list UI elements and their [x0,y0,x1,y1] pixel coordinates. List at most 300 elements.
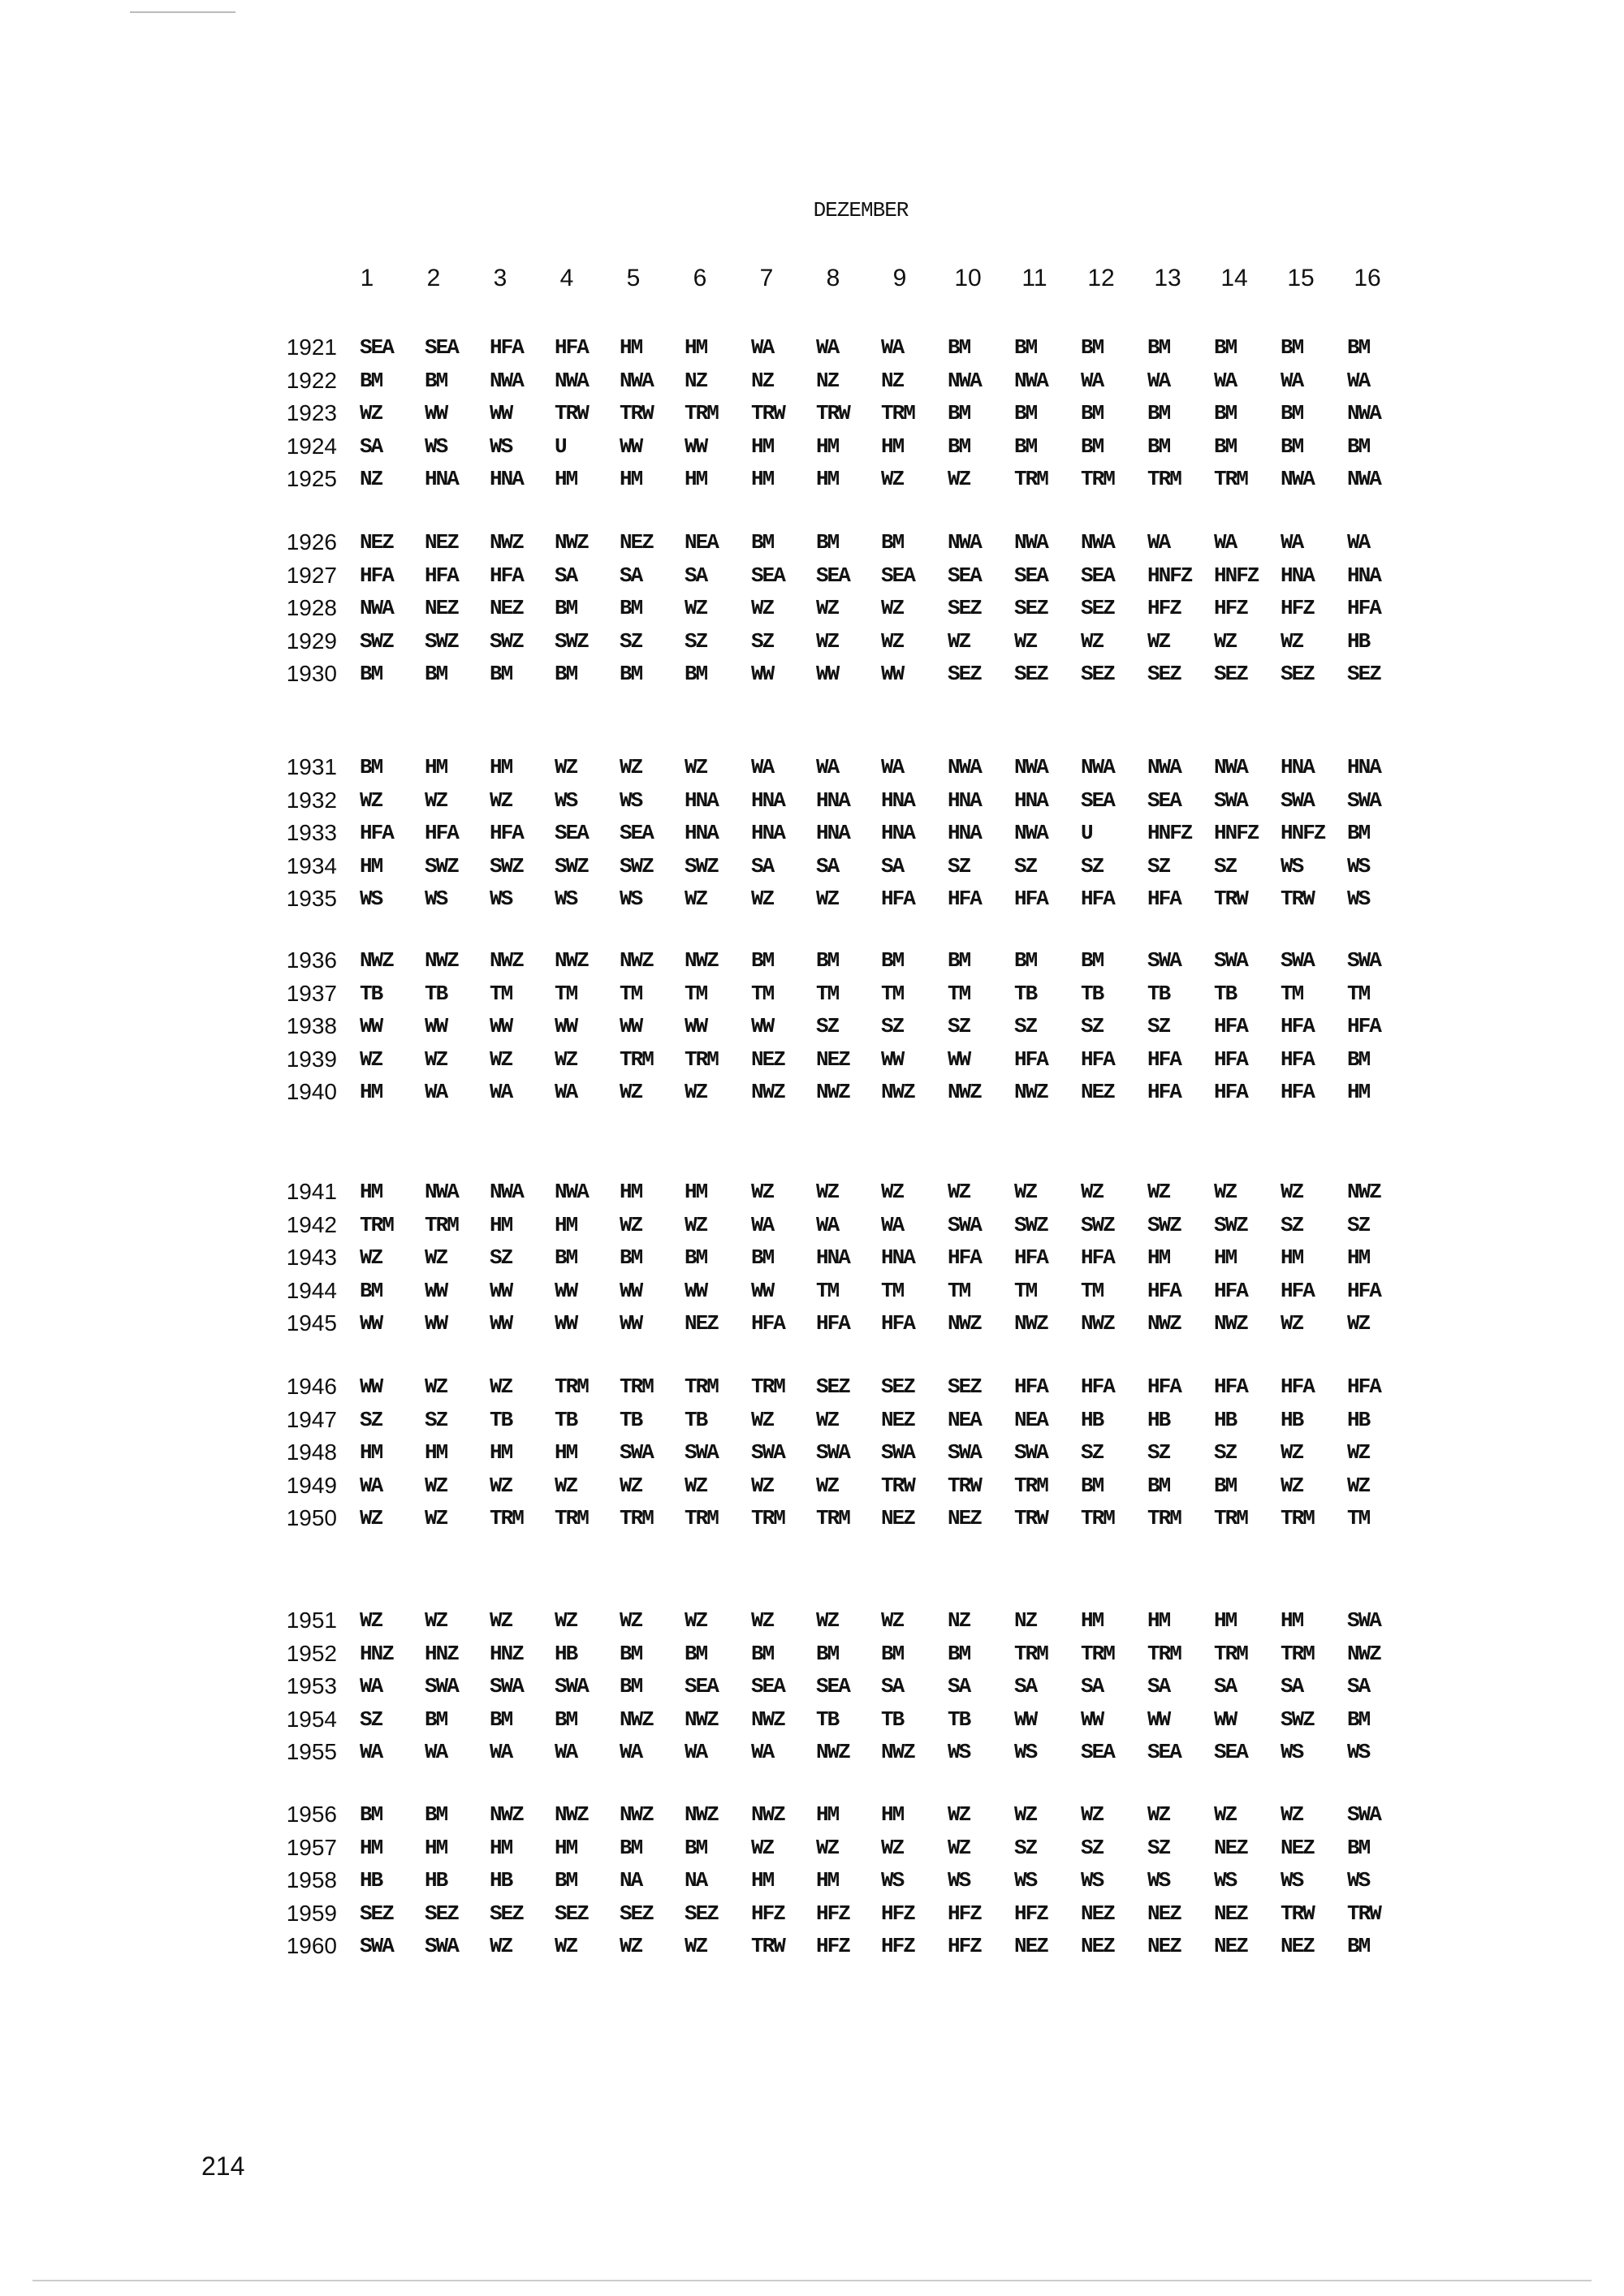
table-row [0,850,1624,883]
weather-code-cell: NWA [360,596,393,620]
weather-code-cell: SZ [360,1707,382,1732]
weather-code-cell: NEA [948,1407,981,1432]
weather-code-cell: SEZ [620,1901,653,1926]
weather-code-cell: WA [555,1740,577,1764]
weather-code-cell: SA [360,434,382,459]
weather-code-cell: HM [881,434,904,459]
day-header-2: 2 [426,265,441,291]
weather-code-cell: SEZ [490,1901,523,1926]
weather-code-cell: WW [555,1014,577,1038]
weather-code-cell: SEA [1147,1740,1181,1764]
weather-code-cell: TRM [751,1506,784,1530]
weather-code-cell: WZ [685,755,707,779]
weather-code-cell: SZ [1081,1014,1104,1038]
weather-code-cell: HM [555,1835,577,1860]
weather-code-cell: HFA [425,821,458,845]
weather-code-cell: BM [1347,434,1370,459]
weather-code-cell: SA [881,853,904,878]
table-row [0,658,1624,690]
weather-code-cell: HM [555,1212,577,1237]
weather-code-cell: SWZ [620,853,653,878]
weather-code-cell: SWA [948,1440,981,1465]
weather-code-cell: SZ [1147,853,1170,878]
weather-code-cell: SA [816,853,839,878]
weather-code-cell: HM [751,467,774,491]
weather-code-cell: NWA [1081,755,1114,779]
weather-code-cell: TRM [1081,1506,1114,1530]
year-label: 1934 [286,852,337,878]
weather-code-cell: WW [1214,1707,1237,1732]
weather-code-cell: HFA [1014,1245,1047,1270]
weather-code-cell: TRW [1214,887,1247,911]
weather-code-cell: TRM [425,1212,458,1237]
table-row [0,1832,1624,1864]
weather-code-cell: SWZ [490,853,523,878]
weather-code-cell: TRM [685,1375,718,1399]
weather-code-cell: BM [751,948,774,973]
weather-code-cell: BM [685,1835,707,1860]
weather-code-cell: TB [1014,981,1037,1006]
weather-code-cell: WW [360,1375,382,1399]
weather-code-cell: WZ [1281,1180,1303,1204]
weather-code-cell: TRM [1014,1473,1047,1498]
weather-code-cell: SWA [1014,1440,1047,1465]
weather-code-cell: SWA [816,1440,849,1465]
weather-code-cell: SA [751,853,774,878]
year-label: 1932 [286,787,337,813]
table-row [0,1404,1624,1436]
weather-code-cell: BM [948,434,970,459]
table-row [0,784,1624,817]
weather-code-cell: WZ [881,1180,904,1204]
weather-code-cell: BM [881,948,904,973]
weather-code-cell: NEZ [425,596,458,620]
weather-code-cell: SZ [1081,1835,1104,1860]
weather-code-cell: TRW [816,401,849,425]
weather-code-cell: SWZ [555,628,588,654]
weather-code-cell: WS [1281,1740,1303,1764]
weather-code-cell: SZ [1281,1212,1303,1237]
table-row [0,1076,1624,1108]
weather-code-cell: SEZ [816,1375,849,1399]
table-row [0,1703,1624,1736]
year-label: 1948 [286,1439,337,1465]
weather-code-cell: WS [948,1740,970,1764]
weather-code-cell: BM [1081,401,1104,425]
weather-code-cell: WW [360,1014,382,1038]
table-row [0,1209,1624,1241]
weather-code-cell: SEA [360,335,393,360]
weather-code-cell: TB [360,981,382,1006]
weather-code-cell: HM [360,853,382,878]
weather-code-cell: SEZ [1147,662,1181,686]
weather-code-cell: BM [555,1707,577,1732]
weather-code-cell: HNA [685,821,718,845]
weather-code-cell: HFA [360,821,393,845]
weather-code-cell: WZ [685,1080,707,1104]
weather-code-cell: BM [1014,335,1037,360]
weather-code-cell: NEZ [881,1506,914,1530]
weather-code-cell: NEZ [620,530,653,555]
weather-code-cell: SZ [881,1014,904,1038]
weather-code-cell: NWZ [1347,1641,1380,1666]
table-row [0,751,1624,783]
weather-code-cell: WS [555,887,577,911]
weather-code-cell: WZ [948,1802,970,1827]
weather-code-cell: BM [620,596,642,620]
weather-code-cell: NEZ [685,1311,718,1336]
weather-code-cell: HM [685,335,707,360]
weather-code-cell: WA [751,1740,774,1764]
table-row [0,883,1624,915]
year-label: 1923 [286,400,337,425]
weather-code-cell: WA [360,1674,382,1698]
weather-code-cell: HNA [490,467,523,491]
year-label: 1950 [286,1505,337,1530]
weather-code-cell: SWA [948,1212,981,1237]
weather-code-cell: BM [360,368,382,393]
weather-code-cell: HM [1214,1608,1237,1633]
weather-code-cell: NEA [685,530,718,555]
weather-code-cell: SWA [1347,788,1380,813]
weather-code-cell: HM [751,1868,774,1892]
weather-code-cell: WW [555,1311,577,1336]
weather-code-cell: NWA [555,1180,588,1204]
weather-code-cell: TM [490,981,512,1006]
weather-code-cell: SWA [1147,948,1181,973]
weather-code-cell: BM [360,662,382,686]
weather-code-cell: HM [881,1802,904,1827]
weather-code-cell: HNFZ [1147,563,1192,588]
weather-code-cell: TB [685,1407,707,1432]
weather-code-cell: WW [881,1047,904,1072]
year-label: 1953 [286,1673,337,1698]
weather-code-cell: NZ [751,368,774,393]
weather-code-cell: HNA [816,788,849,813]
weather-code-cell: WZ [948,1835,970,1860]
weather-code-cell: WS [1281,853,1303,878]
weather-code-cell: WW [490,1278,512,1303]
weather-code-cell: WZ [555,1934,577,1958]
weather-code-cell: BM [1014,401,1037,425]
weather-code-cell: HM [1147,1245,1170,1270]
year-label: 1931 [286,754,337,779]
weather-code-cell: SEZ [948,596,981,620]
weather-code-cell: SWA [1214,788,1247,813]
weather-code-cell: NWA [1147,755,1181,779]
weather-code-cell: WZ [620,1212,642,1237]
weather-code-cell: WZ [751,887,774,911]
weather-code-cell: WZ [685,596,707,620]
weather-code-cell: HM [490,1212,512,1237]
weather-code-cell: NWZ [620,1707,653,1732]
weather-code-cell: HNA [881,788,914,813]
weather-code-cell: NWZ [490,1802,523,1827]
weather-code-cell: WS [1014,1740,1037,1764]
weather-code-cell: WZ [425,1375,447,1399]
weather-code-cell: HB [1147,1407,1170,1432]
scan-artifact-top [130,11,235,13]
weather-code-cell: WS [555,788,577,813]
year-label: 1928 [286,595,337,620]
weather-code-cell: NWZ [490,530,523,555]
weather-code-cell: HM [816,1868,839,1892]
weather-code-cell: NEZ [1081,1901,1114,1926]
weather-code-cell: HNA [751,788,784,813]
weather-code-cell: WA [816,1212,839,1237]
weather-code-cell: NWZ [555,948,588,973]
weather-code-cell: TRM [1281,1506,1314,1530]
weather-code-cell: WA [751,1212,774,1237]
weather-code-cell: TRM [685,1047,718,1072]
weather-code-cell: WZ [1081,628,1104,654]
weather-code-cell: WA [425,1740,447,1764]
weather-code-cell: BM [490,662,512,686]
weather-code-cell: TRW [1281,1901,1314,1926]
weather-code-cell: WZ [948,467,970,491]
weather-code-cell: HNA [816,821,849,845]
weather-code-cell: HM [685,467,707,491]
weather-code-cell: TRM [881,401,914,425]
weather-code-cell: TRM [620,1506,653,1530]
weather-code-cell: NEZ [1214,1835,1247,1860]
day-header-9: 9 [892,265,907,291]
weather-code-cell: WS [1081,1868,1104,1892]
year-label: 1940 [286,1079,337,1104]
weather-code-cell: HM [1214,1245,1237,1270]
weather-code-cell: WZ [555,1608,577,1633]
weather-code-cell: BM [816,1641,839,1666]
weather-code-cell: TB [1147,981,1170,1006]
weather-code-cell: WZ [620,1934,642,1958]
weather-code-cell: SZ [685,628,707,654]
weather-code-cell: HM [1281,1608,1303,1633]
weather-code-cell: HFA [1014,1375,1047,1399]
weather-code-cell: WZ [425,1608,447,1633]
weather-code-cell: HNZ [490,1641,523,1666]
weather-code-cell: HB [1214,1407,1237,1432]
day-header-8: 8 [826,265,840,291]
table-row [0,625,1624,658]
weather-code-cell: TRM [1014,467,1047,491]
weather-code-cell: WW [490,401,512,425]
weather-code-cell: NEZ [1014,1934,1047,1958]
weather-code-cell: HFA [1147,1278,1181,1303]
weather-code-cell: WZ [360,1608,382,1633]
weather-code-cell: WZ [751,1407,774,1432]
weather-code-cell: BM [1147,401,1170,425]
table-row [0,463,1624,495]
weather-code-cell: HM [555,1440,577,1465]
weather-code-cell: SZ [751,628,774,654]
weather-code-cell: SA [685,563,707,588]
weather-code-cell: WZ [490,1047,512,1072]
weather-code-cell: NEZ [360,530,393,555]
year-label: 1925 [286,466,337,491]
weather-code-cell: SEZ [1214,662,1247,686]
weather-code-cell: WW [620,434,642,459]
year-label: 1921 [286,334,337,360]
weather-code-cell: WA [1347,368,1370,393]
weather-code-cell: NA [620,1868,642,1892]
weather-code-cell: SWZ [685,853,718,878]
weather-code-cell: SZ [1014,853,1037,878]
weather-code-cell: SEZ [1014,662,1047,686]
weather-code-cell: TRW [751,401,784,425]
weather-code-cell: SA [1281,1674,1303,1698]
weather-code-cell: TM [816,1278,839,1303]
weather-code-cell: BM [1081,434,1104,459]
weather-code-cell: BM [948,1641,970,1666]
weather-code-cell: WZ [425,1047,447,1072]
weather-code-cell: TRM [1281,1641,1314,1666]
weather-code-cell: WZ [1281,1802,1303,1827]
weather-code-cell: NEZ [948,1506,981,1530]
table-row [0,397,1624,429]
weather-code-cell: HFZ [1014,1901,1047,1926]
weather-code-cell: TRM [490,1506,523,1530]
weather-code-cell: BM [1014,434,1037,459]
table-row [0,1897,1624,1930]
weather-code-cell: WA [620,1740,642,1764]
weather-code-cell: WZ [425,1506,447,1530]
weather-code-cell: WS [620,788,642,813]
year-label: 1938 [286,1013,337,1038]
weather-code-cell: HM [360,1440,382,1465]
weather-code-cell: WZ [685,887,707,911]
weather-code-cell: HB [360,1868,382,1892]
year-label: 1952 [286,1640,337,1666]
weather-code-cell: HFA [948,1245,981,1270]
weather-code-cell: HFA [1214,1080,1247,1104]
weather-code-cell: SZ [1147,1014,1170,1038]
weather-code-cell: HM [490,1440,512,1465]
weather-code-cell: TB [490,1407,512,1432]
table-row [0,1798,1624,1831]
day-header-14: 14 [1220,265,1248,291]
weather-code-cell: BM [1081,1473,1104,1498]
table-row [0,331,1624,364]
weather-code-cell: HFA [1281,1014,1314,1038]
day-header-16: 16 [1354,265,1381,291]
weather-code-cell: TRW [620,401,653,425]
weather-code-cell: SEZ [685,1901,718,1926]
weather-code-cell: TM [1347,1506,1370,1530]
weather-code-cell: HFZ [881,1934,914,1958]
weather-code-cell: WS [425,887,447,911]
weather-code-cell: BM [555,662,577,686]
weather-code-cell: HB [1281,1407,1303,1432]
weather-code-cell: NEZ [1214,1934,1247,1958]
weather-code-cell: SWZ [425,853,458,878]
weather-code-cell: NZ [685,368,707,393]
weather-code-cell: SEZ [425,1901,458,1926]
weather-code-cell: SWA [1281,788,1314,813]
weather-code-cell: WW [1014,1707,1037,1732]
weather-code-cell: SWZ [1281,1707,1314,1732]
weather-code-cell: WZ [620,1473,642,1498]
weather-code-cell: TM [1081,1278,1104,1303]
weather-code-cell: HB [1347,1407,1370,1432]
weather-code-cell: BM [620,1835,642,1860]
weather-code-cell: TRM [1147,1506,1181,1530]
weather-code-cell: HM [1147,1608,1170,1633]
weather-code-cell: NEZ [1281,1835,1314,1860]
weather-code-cell: TRM [1214,1506,1247,1530]
weather-code-cell: NEZ [1147,1901,1181,1926]
weather-code-cell: TRM [816,1506,849,1530]
weather-code-cell: TM [881,1278,904,1303]
weather-code-cell: WS [620,887,642,911]
weather-code-cell: NWZ [1147,1311,1181,1336]
weather-code-cell: SA [1347,1674,1370,1698]
weather-code-cell: NWZ [620,948,653,973]
year-label: 1937 [286,980,337,1006]
weather-code-cell: WZ [685,1473,707,1498]
table-row [0,1736,1624,1768]
weather-code-cell: SEZ [1347,662,1380,686]
weather-code-cell: SEA [1214,1740,1247,1764]
weather-code-cell: BM [1147,1473,1170,1498]
weather-code-cell: TRW [1347,1901,1380,1926]
weather-code-cell: HFA [881,1311,914,1336]
day-header-10: 10 [954,265,982,291]
weather-code-cell: BM [620,1245,642,1270]
weather-code-cell: HFA [490,563,523,588]
weather-code-cell: WA [751,755,774,779]
weather-code-cell: HM [620,467,642,491]
table-row [0,1010,1624,1042]
weather-code-cell: WZ [1214,1180,1237,1204]
weather-code-cell: SEZ [1014,596,1047,620]
weather-code-cell: NWZ [948,1311,981,1336]
weather-code-cell: WZ [816,1835,839,1860]
weather-code-cell: WZ [490,1608,512,1633]
weather-code-cell: NWZ [751,1707,784,1732]
weather-code-cell: WZ [1147,628,1170,654]
year-label: 1957 [286,1834,337,1860]
weather-code-cell: WA [360,1740,382,1764]
weather-code-cell: SA [555,563,577,588]
year-label: 1951 [286,1608,337,1633]
weather-code-cell: HFZ [948,1901,981,1926]
weather-code-cell: NWA [490,1180,523,1204]
weather-code-cell: HFA [1214,1047,1247,1072]
weather-code-cell: WZ [948,628,970,654]
weather-code-cell: WZ [685,1212,707,1237]
weather-code-cell: BM [425,368,447,393]
weather-code-cell: BM [881,1641,904,1666]
weather-code-cell: SEA [685,1674,718,1698]
weather-code-cell: WW [425,1311,447,1336]
weather-code-cell: WZ [816,596,839,620]
weather-code-cell: HFA [425,563,458,588]
weather-code-cell: WZ [1147,1180,1170,1204]
weather-code-cell: NA [685,1868,707,1892]
weather-code-cell: WZ [816,887,839,911]
weather-code-cell: WA [1347,530,1370,555]
weather-code-cell: BM [555,1868,577,1892]
weather-code-cell: WZ [1347,1473,1370,1498]
weather-code-cell: WW [751,1278,774,1303]
weather-code-cell: HM [816,1802,839,1827]
weather-code-cell: WZ [685,1934,707,1958]
weather-code-cell: WZ [620,1608,642,1633]
weather-code-cell: SEZ [881,1375,914,1399]
weather-code-cell: NWZ [881,1080,914,1104]
weather-code-cell: WZ [751,1608,774,1633]
weather-code-cell: TB [881,1707,904,1732]
